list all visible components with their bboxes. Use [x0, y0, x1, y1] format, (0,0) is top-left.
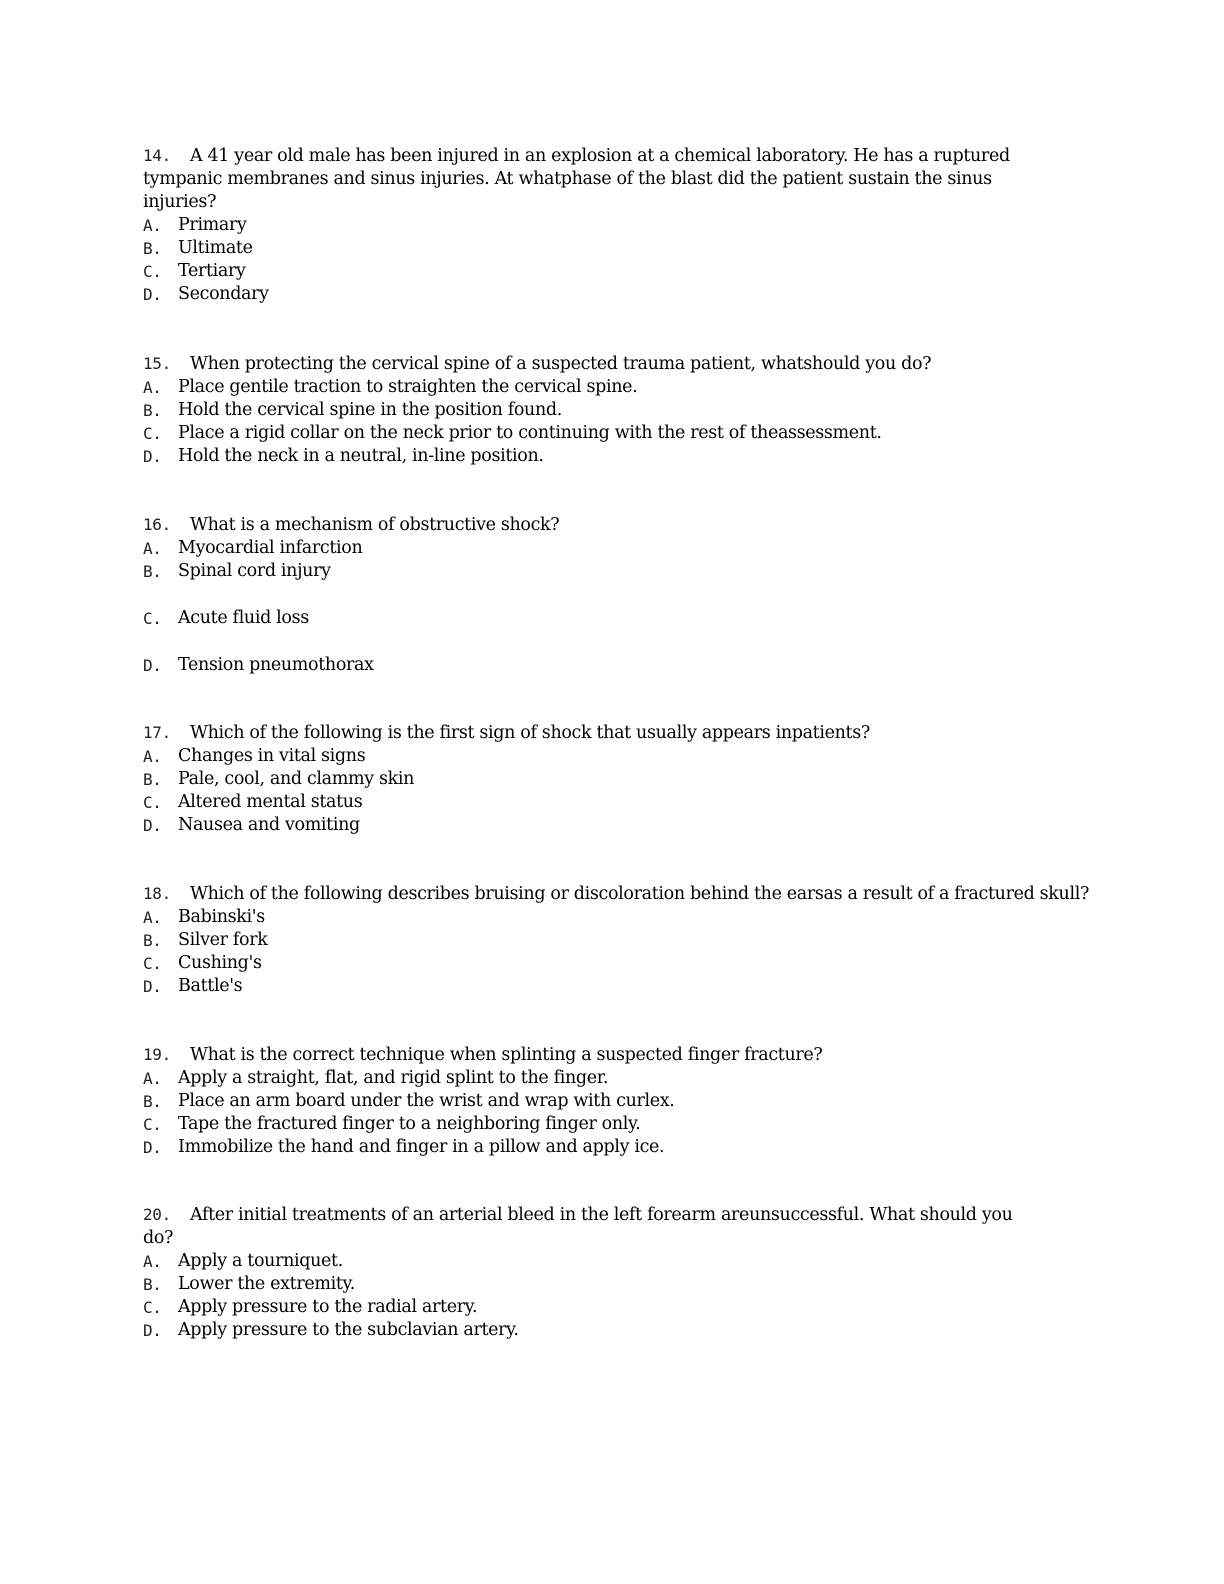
question-text-line: injuries?	[143, 192, 217, 212]
option-text: Altered mental status	[178, 792, 363, 812]
option-letter: B.	[143, 239, 162, 258]
question-17	[143, 721, 1083, 837]
option-letter: A.	[143, 216, 162, 235]
option-a	[143, 906, 1083, 929]
question-15-stem	[143, 352, 1083, 376]
option-c	[143, 422, 1083, 445]
option-letter: B.	[143, 1092, 162, 1111]
option-letter: B.	[143, 770, 162, 789]
option-text: Battle's	[178, 976, 243, 996]
option-c	[143, 260, 1083, 283]
option-letter: A.	[143, 908, 162, 927]
option-a	[143, 745, 1083, 768]
option-b	[143, 399, 1083, 422]
option-text: Tension pneumothorax	[178, 655, 374, 675]
option-b	[143, 560, 1083, 583]
question-text-line: After initial treatments of an arterial bleed in the left forearm areunsuccessful. What should you	[190, 1205, 1013, 1225]
question-19-stem	[143, 1043, 1083, 1067]
option-text: Babinski's	[178, 907, 265, 927]
question-number: 19.	[143, 1045, 171, 1064]
option-d	[143, 975, 1083, 998]
question-text-line: A 41 year old male has been injured in an explosion at a chemical laboratory. He has a ruptured	[190, 146, 1010, 166]
question-number: 17.	[143, 723, 171, 742]
question-19	[143, 1043, 1083, 1159]
option-text: Myocardial infarction	[178, 538, 363, 558]
option-text: Secondary	[178, 284, 269, 304]
question-20	[143, 1203, 1083, 1342]
option-a	[143, 214, 1083, 237]
option-letter: A.	[143, 539, 162, 558]
option-letter: D.	[143, 1138, 162, 1157]
option-text: Hold the cervical spine in the position found.	[178, 400, 562, 420]
option-text: Place gentile traction to straighten the cervical spine.	[178, 377, 638, 397]
option-text: Spinal cord injury	[178, 561, 331, 581]
question-text-line: When protecting the cervical spine of a suspected trauma patient, whatshould you do?	[190, 354, 932, 374]
option-letter: C.	[143, 424, 162, 443]
option-c	[143, 1296, 1083, 1319]
option-d	[143, 654, 1083, 677]
option-letter: C.	[143, 262, 162, 281]
option-letter: B.	[143, 562, 162, 581]
option-letter: D.	[143, 1321, 162, 1340]
option-a	[143, 1250, 1083, 1273]
option-text: Tertiary	[178, 261, 246, 281]
question-18-stem	[143, 882, 1089, 906]
option-text: Immobilize the hand and finger in a pillow and apply ice.	[178, 1137, 665, 1157]
option-b	[143, 929, 1083, 952]
option-text: Cushing's	[178, 953, 262, 973]
option-text: Pale, cool, and clammy skin	[178, 769, 415, 789]
option-letter: C.	[143, 1115, 162, 1134]
question-20-stem	[143, 1203, 1083, 1227]
option-text: Apply pressure to the subclavian artery.	[178, 1320, 519, 1340]
option-b	[143, 1090, 1083, 1113]
question-15	[143, 352, 1083, 468]
option-letter: D.	[143, 447, 162, 466]
option-text: Place a rigid collar on the neck prior to continuing with the rest of theassessment.	[178, 423, 882, 443]
option-letter: A.	[143, 1252, 162, 1271]
option-d	[143, 283, 1083, 306]
option-text: Ultimate	[178, 238, 253, 258]
option-c	[143, 791, 1083, 814]
question-text-line: do?	[143, 1228, 174, 1248]
option-b	[143, 1273, 1083, 1296]
option-letter: C.	[143, 1298, 162, 1317]
option-text: Tape the fractured finger to a neighboring finger only.	[178, 1114, 641, 1134]
question-text-line: What is a mechanism of obstructive shock?	[190, 515, 560, 535]
option-letter: A.	[143, 1069, 162, 1088]
question-number: 16.	[143, 515, 171, 534]
option-letter: A.	[143, 378, 162, 397]
option-letter: D.	[143, 977, 162, 996]
question-number: 20.	[143, 1205, 171, 1224]
question-text-line: What is the correct technique when splinting a suspected finger fracture?	[190, 1045, 823, 1065]
option-c	[143, 952, 1083, 975]
option-d	[143, 445, 1083, 468]
question-16	[143, 513, 1083, 677]
option-text: Silver fork	[178, 930, 268, 950]
option-text: Primary	[178, 215, 247, 235]
option-letter: D.	[143, 816, 162, 835]
option-a	[143, 1067, 1083, 1090]
question-14	[143, 144, 1083, 306]
option-letter: C.	[143, 609, 162, 628]
option-text: Acute fluid loss	[178, 608, 309, 628]
option-d	[143, 1136, 1083, 1159]
option-letter: C.	[143, 954, 162, 973]
question-17-stem	[143, 721, 1083, 745]
question-text-line: tympanic membranes and sinus injuries. At whatphase of the blast did the patient sustain the sinus	[143, 169, 992, 189]
option-letter: B.	[143, 1275, 162, 1294]
option-text: Nausea and vomiting	[178, 815, 360, 835]
question-number: 15.	[143, 354, 171, 373]
option-text: Place an arm board under the wrist and wrap with curlex.	[178, 1091, 675, 1111]
option-letter: D.	[143, 656, 162, 675]
option-d	[143, 814, 1083, 837]
option-text: Hold the neck in a neutral, in-line position.	[178, 446, 544, 466]
option-a	[143, 537, 1083, 560]
option-text: Apply pressure to the radial artery.	[178, 1297, 478, 1317]
option-c	[143, 1113, 1083, 1136]
option-a	[143, 376, 1083, 399]
question-text-line: Which of the following describes bruising or discoloration behind the earsas a result of a fractured skull?	[190, 884, 1089, 904]
option-d	[143, 1319, 1083, 1342]
option-text: Apply a straight, flat, and rigid splint to the finger.	[178, 1068, 609, 1088]
question-18	[143, 882, 1089, 998]
question-14-stem	[143, 144, 1083, 168]
option-b	[143, 768, 1083, 791]
option-letter: D.	[143, 285, 162, 304]
option-letter: B.	[143, 931, 162, 950]
option-c	[143, 607, 1083, 630]
option-text: Changes in vital signs	[178, 746, 366, 766]
option-b	[143, 237, 1083, 260]
question-number: 14.	[143, 146, 171, 165]
option-letter: B.	[143, 401, 162, 420]
option-text: Apply a tourniquet.	[178, 1251, 343, 1271]
question-16-stem	[143, 513, 1083, 537]
option-text: Lower the extremity.	[178, 1274, 355, 1294]
option-letter: A.	[143, 747, 162, 766]
question-text-line: Which of the following is the first sign of shock that usually appears inpatients?	[190, 723, 870, 743]
question-number: 18.	[143, 884, 171, 903]
option-letter: C.	[143, 793, 162, 812]
